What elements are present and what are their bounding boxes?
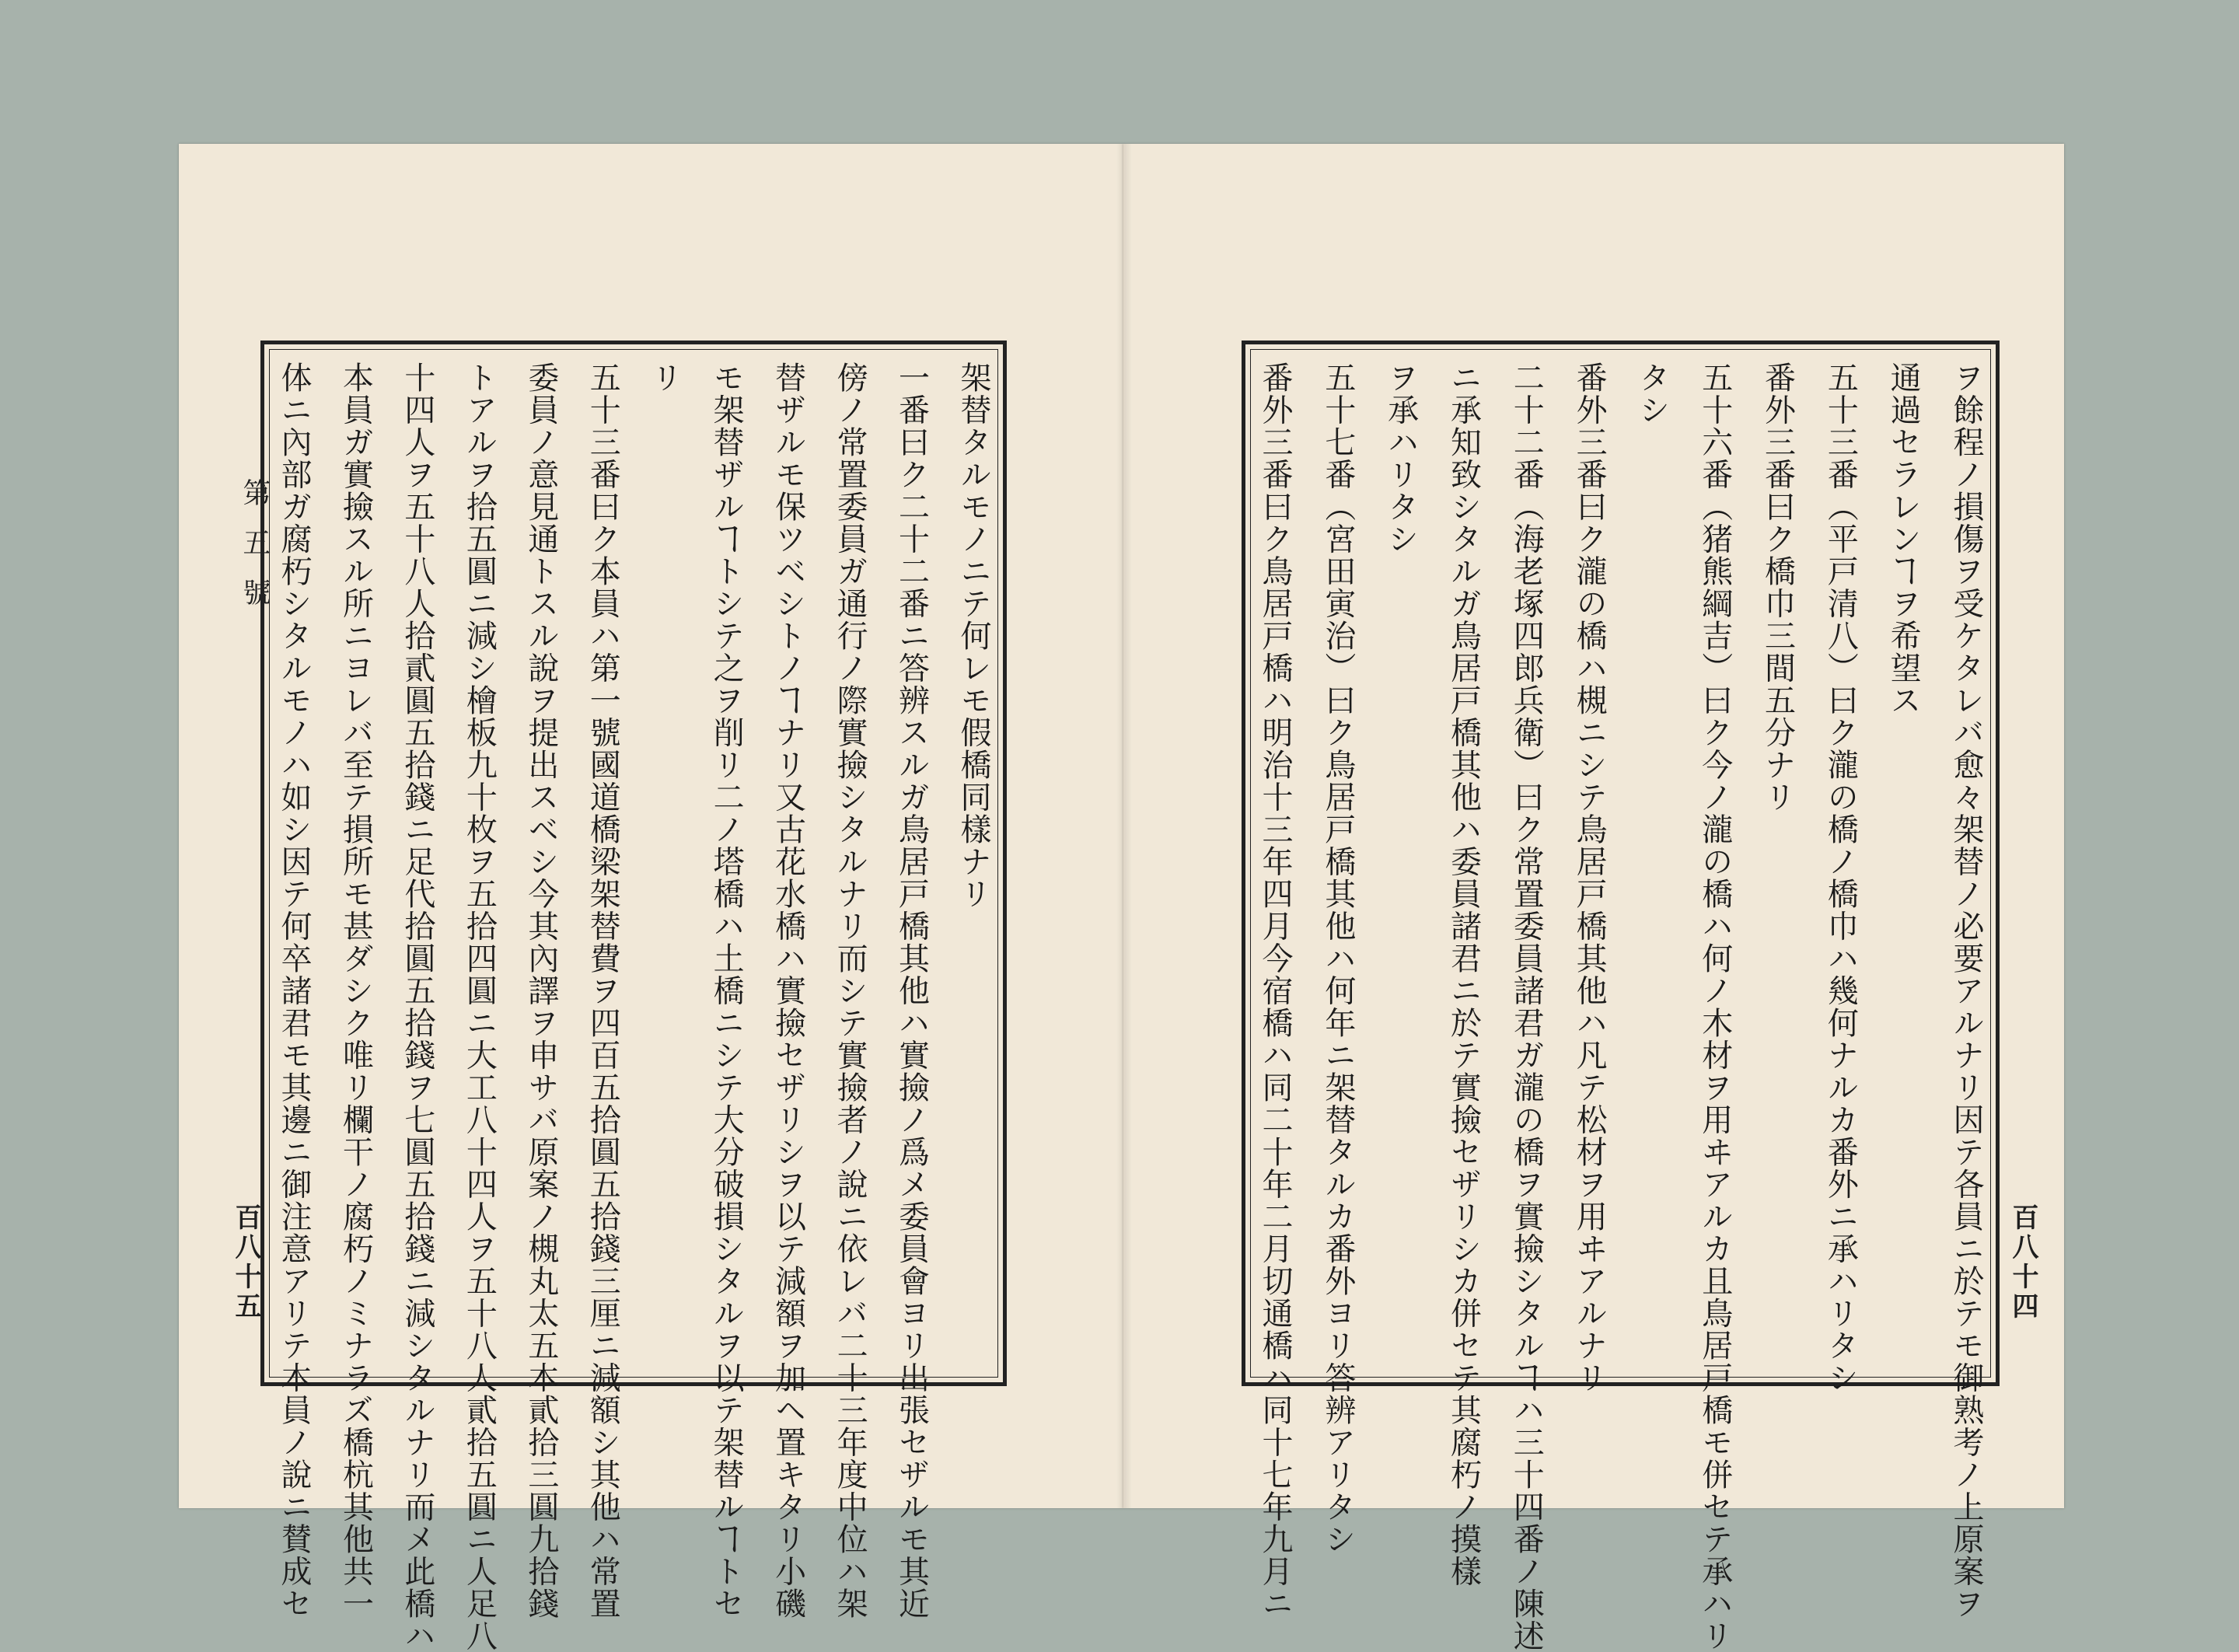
text-column: 体ニ內部ガ腐朽シタルモノハ如シ因テ何卒諸君モ其邊ニ御注意アリテ本員ノ說ニ賛成セ: [276, 361, 312, 1620]
page-number-right: 百八十四: [2007, 1203, 2038, 1322]
text-column: 五十三番曰ク本員ハ第一號國道橋梁架替費ヲ四百五拾圓五拾錢三厘ニ減額シ其他ハ常置: [585, 361, 621, 1620]
text-column: 二十二番（海老塚四郎兵衛）曰ク常置委員諸君ガ瀧の橋ヲ實撿シタルヿハ三十四番ノ陳述: [1508, 361, 1545, 1652]
text-column: 十四人ヲ五十八人拾貳圓五拾錢ニ足代拾圓五拾錢ヲ七圓五拾錢ニ減シタルナリ而メ此橋ハ: [399, 361, 435, 1652]
left-text-frame: [260, 341, 1007, 1652]
text-column: 本員ガ實撿スル所ニヨレバ至テ損所モ甚ダシク唯リ欄干ノ腐朽ノミナラズ橋杭其他共一: [337, 361, 374, 1620]
text-column: 通過セラレンヿヲ希望ス: [1885, 361, 1922, 717]
text-column: タシ: [1633, 361, 1670, 426]
page-number-left: 百八十五: [230, 1203, 261, 1322]
book-gutter: [1116, 144, 1132, 1508]
left-columns: [276, 361, 991, 1652]
text-column: 傍ノ常置委員ガ通行ノ際實撿シタルナリ而シテ實撿者ノ說ニ依レバ二十三年度中位ハ架: [832, 361, 868, 1620]
text-column: リ: [646, 361, 683, 394]
text-column: ニ承知致シタルガ鳥居戸橋其他ハ委員諸君ニ於テ實撿セザリシカ併セテ其腐朽ノ摸樣: [1445, 361, 1482, 1587]
text-column: 五十三番（平戸清八）曰ク瀧の橋ノ橋巾ハ幾何ナルカ番外ニ承ハリタシ: [1822, 361, 1859, 1394]
text-column: 番外三番曰ク鳥居戸橋ハ明治十三年四月今宿橋ハ同二十年二月切通橋ハ同十七年九月ニ: [1257, 361, 1293, 1620]
text-column: 五十七番（宮田寅治）曰ク鳥居戸橋其他ハ何年ニ架替タルカ番外ヨリ答辨アリタシ: [1319, 361, 1356, 1556]
text-column: 架替タルモノニテ何レモ假橋同樣ナリ: [955, 361, 991, 910]
text-column: 番外三番曰ク瀧の橋ハ槻ニシテ鳥居戸橋其他ハ凡テ松材ヲ用ヰアルナリ: [1571, 361, 1608, 1394]
text-column: ヲ餘程ノ損傷ヲ受ケタレバ愈々架替ノ必要アルナリ因テ各員ニ於テモ御熟考ノ上原案ヲ: [1947, 361, 1984, 1620]
issue-label: 第五號: [239, 478, 271, 627]
text-column: ヲ承ハリタシ: [1382, 361, 1419, 555]
text-column: トアルヲ拾五圓ニ減シ檜板九十枚ヲ五拾四圓ニ大工八十四人ヲ五十八人貳拾五圓ニ人足八: [461, 361, 498, 1652]
text-column: 五十六番（猪熊綱吉）曰ク今ノ瀧の橋ハ何ノ木材ヲ用ヰアルカ且鳥居戸橋モ併セテ承ハリ: [1696, 361, 1733, 1652]
text-column: 一番曰ク二十二番ニ答辨スルガ鳥居戸橋其他ハ實撿ノ爲メ委員會ヨリ出張セザルモ其近: [893, 361, 930, 1620]
right-columns: [1257, 361, 1984, 1652]
text-column: 委員ノ意見通トスル說ヲ提出スベシ今其內譯ヲ申サバ原案ノ槻丸太五本貳拾三圓九拾錢: [522, 361, 559, 1620]
right-text-frame: [1242, 341, 2000, 1652]
text-column: モ架替ザルヿトシテ之ヲ削リ二ノ塔橋ハ土橋ニシテ大分破損シタルヲ以テ架替ルヿトセ: [708, 361, 745, 1620]
text-column: 番外三番曰ク橋巾三間五分ナリ: [1759, 361, 1796, 813]
text-column: 替ザルモ保ツベシトノヿナリ又古花水橋ハ實撿セザリシヲ以テ減額ヲ加ヘ置キタリ小磯: [770, 361, 806, 1620]
